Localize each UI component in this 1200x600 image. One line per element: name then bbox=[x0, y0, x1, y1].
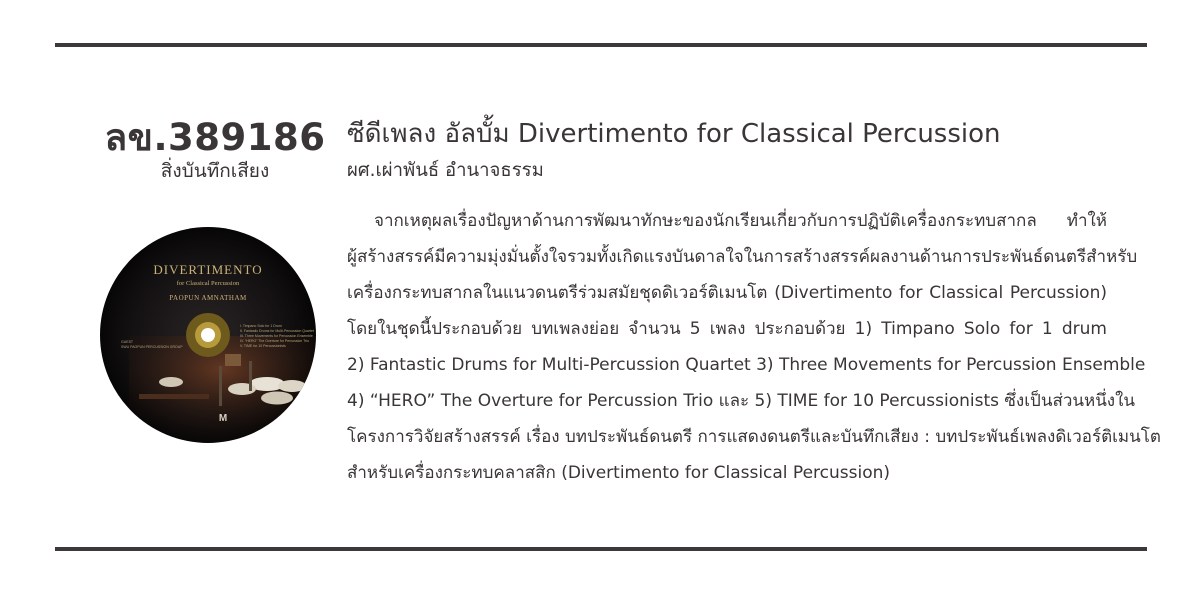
bottom-rule bbox=[55, 547, 1147, 551]
cd-disc-image bbox=[99, 226, 317, 444]
description-line: ผู้สร้างสรรค์มีความมุ่งมั่นตั้งใจรวมทั้งเกิดแรงบันดาลใจในการสร้างสรรค์ผลงานด้านการประพันธ์ดนตรีสำหรับ bbox=[347, 247, 1138, 267]
instrument-stand bbox=[249, 361, 252, 391]
work-category: สิ่งบันทึกเสียง bbox=[160, 160, 270, 182]
description-line: จากเหตุผลเรื่องปัญหาด้านการพัฒนาทักษะของนักเรียนเกี่ยวกับการปฏิบัติเครื่องกระทบสากล ทำให้ bbox=[374, 211, 1107, 231]
description-line: โครงการวิจัยสร้างสรรค์ เรื่อง บทประพันธ์ดนตรี การแสดงดนตรีและบันทึกเสียง : บทประพันธ์เพลงดิเวอร์ติเมนโต bbox=[347, 427, 1161, 447]
registration-number: ลข.389186 bbox=[104, 116, 326, 159]
work-title: ซีดีเพลง อัลบั้ม Divertimento for Classical Percussion bbox=[347, 119, 1001, 149]
description-line: โดยในชุดนี้ประกอบด้วย บทเพลงย่อย จำนวน 5 เพลง ประกอบด้วย 1) Timpano Solo for 1 drum bbox=[347, 319, 1107, 339]
work-description bbox=[347, 203, 1161, 491]
description-line: 2) Fantastic Drums for Multi-Percussion Quartet 3) Three Movements for Percussion Ensemble bbox=[347, 355, 1146, 375]
instrument-stand bbox=[219, 366, 222, 406]
cd-guest-group: SWU PAOPUN PERCUSSION GROUP bbox=[121, 345, 183, 349]
cd-label-logo: M bbox=[218, 413, 228, 424]
instrument-marimba bbox=[139, 394, 209, 399]
instrument-drum bbox=[159, 377, 183, 387]
instrument-drum bbox=[261, 392, 293, 405]
description-line: เครื่องกระทบสากลในแนวดนตรีร่วมสมัยชุดดิเวอร์ติเมนโต (Divertimento for Classical Percussion) bbox=[347, 283, 1107, 303]
cd-subtitle: for Classical Percussion bbox=[176, 280, 240, 287]
cd-track: II. Fantastic Drums for Multi-Percussion Quartet bbox=[240, 329, 314, 333]
cd-title: DIVERTIMENTO bbox=[153, 262, 263, 277]
cd-track: III. Three Movements for Percussion Ensemble bbox=[240, 334, 313, 338]
cd-guest: GUEST bbox=[121, 340, 134, 344]
record-header bbox=[80, 116, 342, 184]
description-line: สำหรับเครื่องกระทบคลาสสิก (Divertimento for Classical Percussion) bbox=[347, 463, 891, 483]
description-line: 4) “HERO” The Overture for Percussion Trio และ 5) TIME for 10 Percussionists ซึ่งเป็นส่วนหนึ่งใน bbox=[347, 391, 1136, 411]
disc-hole bbox=[201, 328, 215, 342]
instrument-drum bbox=[278, 380, 306, 392]
cd-track: IV. “HERO” The Overture for Percussion Trio bbox=[240, 339, 310, 343]
instrument-gong bbox=[225, 354, 241, 366]
work-author: ผศ.เผ่าพันธ์ อำนาจธรรม bbox=[347, 160, 544, 181]
top-rule bbox=[55, 43, 1147, 47]
cd-track: I. Timpano Solo for 1 Drum bbox=[240, 324, 282, 328]
cd-artist: PAOPUN AMNATHAM bbox=[169, 294, 247, 302]
cd-track: V. TIME for 10 Percussionists bbox=[240, 344, 286, 348]
